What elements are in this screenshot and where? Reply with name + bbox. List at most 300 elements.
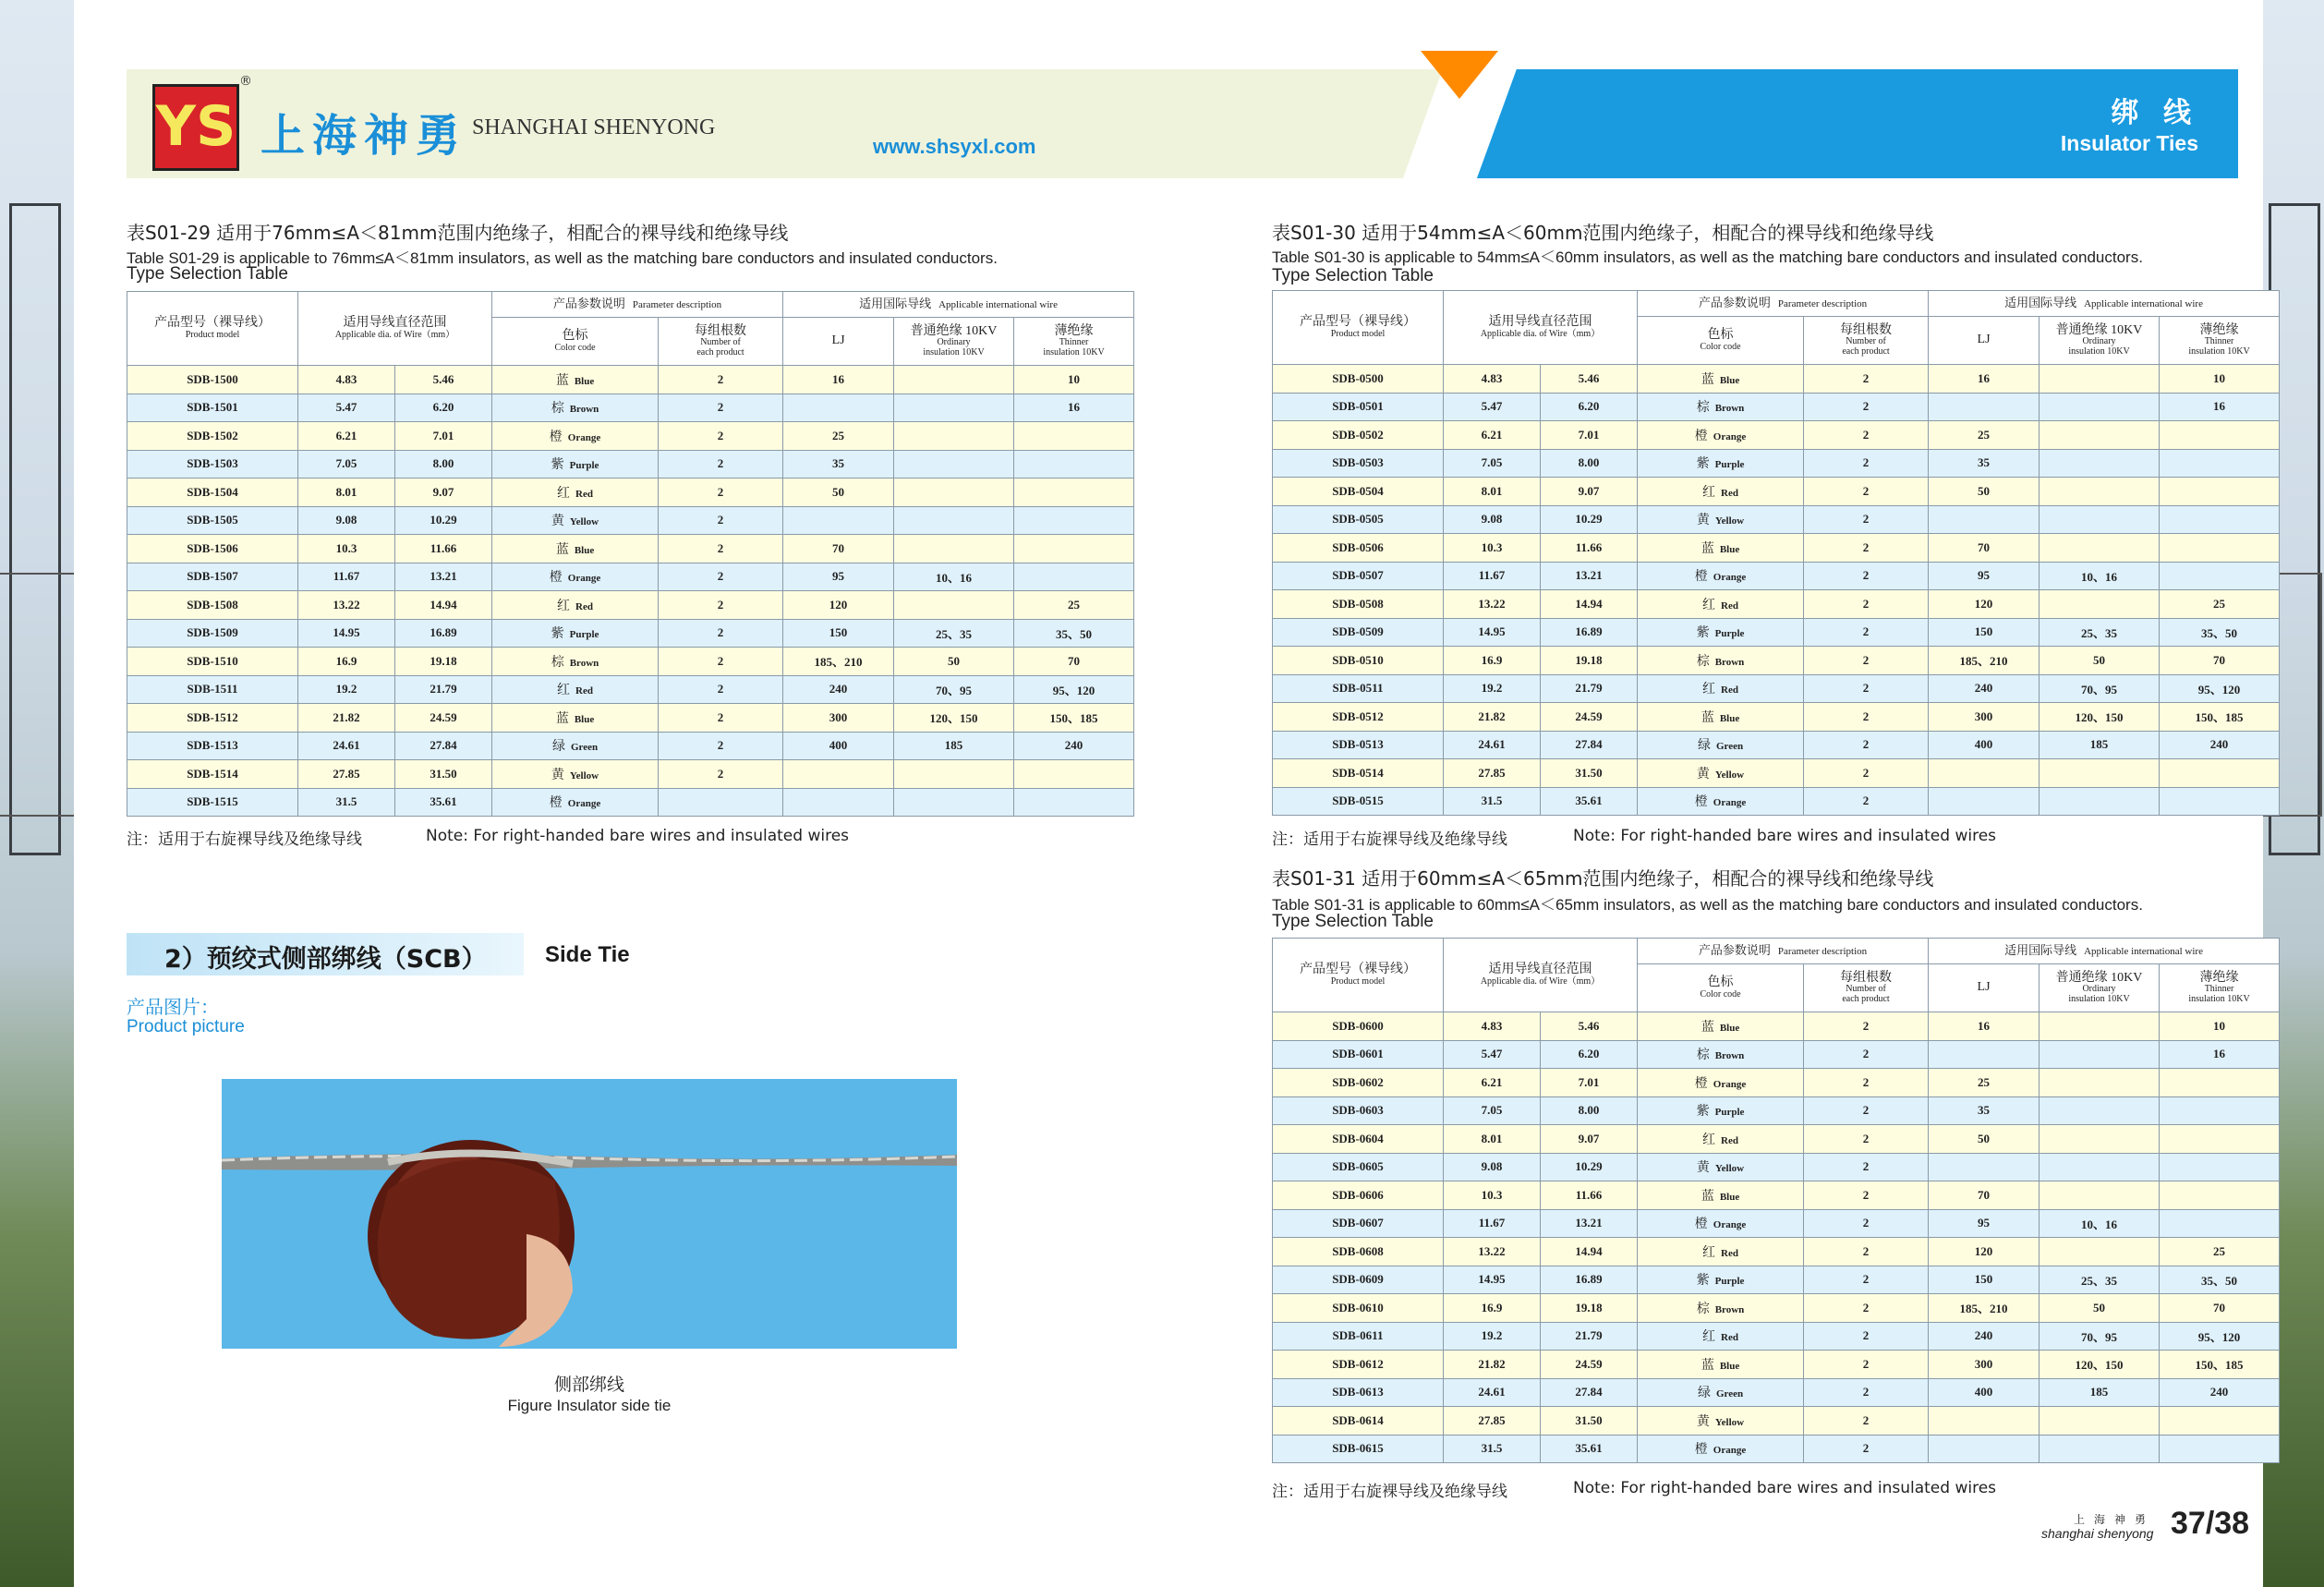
cell-lj: 240 bbox=[1929, 674, 2040, 703]
cell-color bbox=[492, 591, 659, 620]
table-row bbox=[1273, 674, 2280, 703]
cell-dia-max: 5.46 bbox=[395, 366, 492, 394]
cell-color bbox=[1638, 1238, 1804, 1266]
cell-model: SDB-0509 bbox=[1273, 618, 1444, 647]
cell-dia-min: 6.21 bbox=[1444, 1069, 1541, 1097]
cell-dia-max: 24.59 bbox=[1541, 703, 1638, 732]
cell-lj: 300 bbox=[1929, 1351, 2040, 1379]
color-en: Purple bbox=[569, 460, 599, 472]
header-text: Color code bbox=[554, 342, 596, 353]
cell-model: SDB-0505 bbox=[1273, 505, 1444, 534]
header-wire-diameter bbox=[1444, 939, 1638, 1012]
header-text: Parameter description bbox=[1777, 298, 1868, 310]
cell-lj bbox=[1929, 505, 2040, 534]
cell-color bbox=[492, 788, 659, 817]
cell-lj bbox=[1929, 759, 2040, 788]
cell-thinner bbox=[2160, 759, 2280, 788]
cell-count: 2 bbox=[659, 366, 783, 394]
cell-dia-min: 19.2 bbox=[1444, 674, 1541, 703]
cell-model: SDB-0508 bbox=[1273, 590, 1444, 619]
color-cn: 红 bbox=[1702, 683, 1716, 697]
header-thinner-insulation bbox=[1014, 318, 1134, 366]
color-en: Orange bbox=[1713, 1078, 1747, 1090]
header-color-code bbox=[1638, 317, 1804, 365]
table-row bbox=[1273, 1096, 2280, 1125]
cell-lj: 400 bbox=[783, 732, 894, 760]
cell-ordinary bbox=[2040, 365, 2160, 394]
website-link[interactable]: www.shsyxl.com bbox=[873, 135, 1036, 158]
cell-dia-max: 35.61 bbox=[1541, 787, 1638, 816]
cell-ordinary bbox=[2040, 1096, 2160, 1125]
color-cn: 绿 bbox=[551, 740, 565, 755]
insulator-side-tie-photo bbox=[222, 1079, 957, 1349]
cell-count: 2 bbox=[1804, 1238, 1929, 1266]
cell-thinner bbox=[2160, 1096, 2280, 1125]
cell-ordinary bbox=[2040, 1069, 2160, 1097]
cell-dia-max: 6.20 bbox=[1541, 393, 1638, 421]
cell-dia-min: 14.95 bbox=[1444, 618, 1541, 647]
cell-model: SDB-0601 bbox=[1273, 1040, 1444, 1069]
cell-count: 2 bbox=[659, 422, 783, 451]
header-text: Thinner bbox=[2204, 984, 2234, 995]
table-row bbox=[1273, 703, 2280, 732]
cell-thinner bbox=[2160, 1069, 2280, 1097]
cell-model: SDB-0602 bbox=[1273, 1069, 1444, 1097]
cell-thinner bbox=[1014, 479, 1134, 507]
cell-dia-max: 6.20 bbox=[395, 394, 492, 422]
cell-dia-min: 7.05 bbox=[1444, 449, 1541, 478]
cell-lj: 25 bbox=[1929, 1069, 2040, 1097]
cell-thinner: 35、50 bbox=[2160, 618, 2280, 647]
cell-dia-min: 27.85 bbox=[1444, 759, 1541, 788]
header-text: 产品参数说明 bbox=[1698, 943, 1771, 958]
cell-dia-max: 10.29 bbox=[1541, 1153, 1638, 1181]
cell-lj: 95 bbox=[1929, 1209, 2040, 1238]
color-cn: 蓝 bbox=[1701, 1189, 1714, 1204]
cell-count: 2 bbox=[1804, 1209, 1929, 1238]
cell-thinner bbox=[1014, 563, 1134, 591]
color-en: Orange bbox=[1713, 572, 1747, 584]
header-text: 薄绝缘 bbox=[1054, 323, 1094, 338]
cell-thinner: 95、120 bbox=[1014, 675, 1134, 704]
cell-thinner: 35、50 bbox=[2160, 1266, 2280, 1294]
cell-count: 2 bbox=[1804, 1012, 1929, 1041]
cell-ordinary: 185 bbox=[894, 732, 1014, 760]
cell-thinner bbox=[2160, 421, 2280, 450]
section-title-en: Side Tie bbox=[545, 942, 630, 967]
cell-color bbox=[492, 675, 659, 704]
cell-thinner: 25 bbox=[2160, 590, 2280, 619]
color-en: Brown bbox=[569, 404, 599, 416]
cell-thinner: 25 bbox=[2160, 1238, 2280, 1266]
table-row bbox=[1273, 1012, 2280, 1041]
cell-dia-max: 27.84 bbox=[395, 732, 492, 760]
color-en: Red bbox=[1721, 684, 1738, 697]
color-en: Green bbox=[570, 742, 599, 754]
cell-dia-max: 19.18 bbox=[1541, 1294, 1638, 1323]
header-text: Product model bbox=[1330, 975, 1386, 987]
cell-lj: 300 bbox=[783, 704, 894, 733]
cell-count: 2 bbox=[1804, 449, 1929, 478]
color-cn: 紫 bbox=[551, 627, 564, 642]
color-en: Orange bbox=[1713, 1219, 1747, 1231]
cell-model: SDB-0513 bbox=[1273, 731, 1444, 759]
color-en: Red bbox=[575, 685, 593, 697]
table-row bbox=[1273, 1294, 2280, 1323]
cell-thinner: 10 bbox=[2160, 1012, 2280, 1041]
cell-color bbox=[492, 563, 659, 591]
cell-lj: 150 bbox=[1929, 1266, 2040, 1294]
cell-ordinary: 25、35 bbox=[894, 619, 1014, 648]
cell-ordinary: 120、150 bbox=[894, 704, 1014, 733]
cell-ordinary: 70、95 bbox=[2040, 674, 2160, 703]
cell-ordinary bbox=[894, 591, 1014, 620]
cell-lj: 50 bbox=[783, 479, 894, 507]
cell-color bbox=[1638, 562, 1804, 590]
color-cn: 蓝 bbox=[555, 373, 569, 388]
cell-dia-max: 14.94 bbox=[395, 591, 492, 620]
table-note-cn: 注：适用于右旋裸导线及绝缘导线 bbox=[1272, 1483, 1507, 1501]
cell-count: 2 bbox=[1804, 421, 1929, 450]
table-caption-cn: 表S01-31 适用于60mm≤A＜65mm范围内绝缘子，相配合的裸导线和绝缘导线 bbox=[1272, 867, 1934, 890]
color-cn: 红 bbox=[1702, 1245, 1716, 1260]
color-cn: 橙 bbox=[549, 796, 563, 811]
cell-ordinary bbox=[2040, 759, 2160, 788]
table-note-cn: 注：适用于右旋裸导线及绝缘导线 bbox=[127, 830, 362, 849]
cell-thinner: 16 bbox=[2160, 1040, 2280, 1069]
header-ordinary-insulation bbox=[2040, 317, 2160, 365]
cell-dia-min: 24.61 bbox=[298, 732, 395, 760]
color-en: Blue bbox=[574, 713, 595, 725]
color-en: Purple bbox=[1714, 459, 1745, 471]
cell-count: 2 bbox=[659, 732, 783, 760]
cell-dia-max: 35.61 bbox=[1541, 1435, 1638, 1463]
cell-lj: 240 bbox=[783, 675, 894, 704]
cell-thinner bbox=[1014, 506, 1134, 535]
cell-dia-min: 10.3 bbox=[1444, 1181, 1541, 1210]
color-en: Purple bbox=[569, 629, 599, 641]
cell-lj bbox=[1929, 1153, 2040, 1181]
header-text: insulation 10KV bbox=[2188, 345, 2250, 357]
header-text: Ordinary bbox=[2082, 984, 2116, 995]
cell-ordinary: 10、16 bbox=[894, 563, 1014, 591]
cell-thinner: 70 bbox=[2160, 1294, 2280, 1323]
cell-ordinary bbox=[2040, 1012, 2160, 1041]
cell-dia-min: 13.22 bbox=[1444, 590, 1541, 619]
color-cn: 绿 bbox=[1697, 739, 1711, 754]
cell-dia-max: 9.07 bbox=[395, 479, 492, 507]
color-cn: 黄 bbox=[1696, 1161, 1710, 1176]
header-text: Applicable international wire bbox=[938, 299, 1058, 311]
section-title: 2）预绞式侧部绑线（SCB） bbox=[164, 945, 487, 974]
header-text: Applicable dia. of Wire（mm） bbox=[1480, 975, 1601, 987]
cell-model: SDB-0615 bbox=[1273, 1435, 1444, 1463]
cell-model: SDB-0507 bbox=[1273, 562, 1444, 590]
cell-thinner: 150、185 bbox=[2160, 703, 2280, 732]
header-text: Applicable international wire bbox=[2084, 298, 2203, 310]
cell-ordinary: 70、95 bbox=[894, 675, 1014, 704]
cell-model: SDB-0503 bbox=[1273, 449, 1444, 478]
cell-dia-max: 24.59 bbox=[395, 704, 492, 733]
color-cn: 橙 bbox=[1694, 795, 1708, 810]
cell-ordinary bbox=[2040, 421, 2160, 450]
color-cn: 橙 bbox=[1694, 429, 1708, 443]
cell-ordinary bbox=[2040, 393, 2160, 421]
cell-lj: 240 bbox=[1929, 1322, 2040, 1351]
header-product-model bbox=[1273, 291, 1444, 365]
cell-color bbox=[1638, 1181, 1804, 1210]
table-row bbox=[1273, 562, 2280, 590]
cell-lj: 16 bbox=[1929, 365, 2040, 394]
cell-dia-min: 27.85 bbox=[1444, 1407, 1541, 1436]
cell-dia-max: 7.01 bbox=[1541, 1069, 1638, 1097]
color-cn: 黄 bbox=[551, 768, 564, 782]
cell-count: 2 bbox=[1804, 534, 1929, 563]
cell-lj bbox=[783, 394, 894, 422]
header-count bbox=[1804, 317, 1929, 365]
color-en: Green bbox=[1715, 1388, 1744, 1400]
company-logo: YS bbox=[152, 84, 239, 171]
cell-dia-min: 11.67 bbox=[1444, 1209, 1541, 1238]
color-cn: 棕 bbox=[1696, 401, 1710, 416]
color-en: Red bbox=[1721, 487, 1738, 499]
cell-ordinary bbox=[894, 422, 1014, 451]
header-text: 适用导线直径范围 bbox=[1488, 962, 1592, 976]
cell-lj: 25 bbox=[783, 422, 894, 451]
color-en: Blue bbox=[1719, 1191, 1740, 1203]
table-note-en: Note: For right-handed bare wires and insulated wires bbox=[1573, 827, 1997, 845]
table-caption-type: Type Selection Table bbox=[1272, 912, 1434, 931]
header-text: LJ bbox=[1977, 333, 1991, 347]
color-cn: 棕 bbox=[551, 402, 564, 417]
color-cn: 红 bbox=[557, 684, 571, 698]
color-en: Purple bbox=[1714, 628, 1745, 640]
header-count bbox=[659, 318, 783, 366]
cell-color bbox=[1638, 1125, 1804, 1154]
table-row bbox=[127, 450, 1134, 479]
header-text: 适用导线直径范围 bbox=[1488, 314, 1592, 329]
cell-color bbox=[1638, 618, 1804, 647]
cell-color bbox=[492, 366, 659, 394]
cell-ordinary bbox=[2040, 1238, 2160, 1266]
header-text: 色标 bbox=[1707, 975, 1734, 989]
table-row bbox=[1273, 731, 2280, 759]
cell-ordinary: 10、16 bbox=[2040, 1209, 2160, 1238]
header-text: 产品型号（裸导线） bbox=[1300, 962, 1416, 976]
cell-lj: 35 bbox=[1929, 1096, 2040, 1125]
table-row bbox=[127, 760, 1134, 789]
color-cn: 橙 bbox=[1694, 1218, 1708, 1232]
cell-color bbox=[1638, 731, 1804, 759]
cell-dia-min: 6.21 bbox=[298, 422, 395, 451]
color-cn: 紫 bbox=[1696, 1274, 1710, 1289]
cell-ordinary bbox=[894, 535, 1014, 563]
cell-lj bbox=[1929, 393, 2040, 421]
cell-count: 2 bbox=[1804, 1294, 1929, 1323]
cell-model: SDB-1509 bbox=[127, 619, 298, 648]
cell-lj bbox=[783, 760, 894, 789]
header-text: Applicable international wire bbox=[2084, 946, 2203, 958]
cell-ordinary: 120、150 bbox=[2040, 1351, 2160, 1379]
cell-ordinary bbox=[2040, 534, 2160, 563]
cell-ordinary bbox=[894, 760, 1014, 789]
cell-ordinary bbox=[2040, 1153, 2160, 1181]
cell-dia-min: 24.61 bbox=[1444, 731, 1541, 759]
cell-thinner: 10 bbox=[1014, 366, 1134, 394]
table-row bbox=[1273, 618, 2280, 647]
header-text: Ordinary bbox=[937, 337, 971, 348]
table-row bbox=[127, 732, 1134, 760]
color-cn: 橙 bbox=[1694, 570, 1708, 585]
table-row bbox=[1273, 365, 2280, 394]
cell-model: SDB-1506 bbox=[127, 535, 298, 563]
cell-dia-min: 4.83 bbox=[298, 366, 395, 394]
cell-count: 2 bbox=[659, 450, 783, 479]
color-cn: 黄 bbox=[1696, 1414, 1710, 1429]
cell-model: SDB-1507 bbox=[127, 563, 298, 591]
cell-model: SDB-0608 bbox=[1273, 1238, 1444, 1266]
cell-dia-min: 8.01 bbox=[298, 479, 395, 507]
cell-model: SDB-1505 bbox=[127, 506, 298, 535]
cell-thinner: 150、185 bbox=[1014, 704, 1134, 733]
cell-count: 2 bbox=[1804, 618, 1929, 647]
color-cn: 蓝 bbox=[555, 711, 569, 726]
cell-model: SDB-0605 bbox=[1273, 1153, 1444, 1181]
orange-triangle-marker bbox=[1421, 51, 1498, 99]
cell-lj bbox=[1929, 1040, 2040, 1069]
cell-color bbox=[492, 619, 659, 648]
header-parameter-description bbox=[1638, 291, 1929, 317]
color-en: Yellow bbox=[1714, 515, 1745, 527]
figure-caption-en: Figure Insulator side tie bbox=[507, 1397, 672, 1414]
cell-dia-min: 13.22 bbox=[1444, 1238, 1541, 1266]
cell-color bbox=[1638, 787, 1804, 816]
table-note-en: Note: For right-handed bare wires and insulated wires bbox=[1573, 1479, 1997, 1497]
cell-dia-min: 27.85 bbox=[298, 760, 395, 789]
cell-lj: 50 bbox=[1929, 1125, 2040, 1154]
cell-dia-min: 7.05 bbox=[1444, 1096, 1541, 1125]
cell-count: 2 bbox=[1804, 562, 1929, 590]
insulator-side-tie-illustration bbox=[222, 1079, 957, 1349]
table-row bbox=[127, 563, 1134, 591]
cell-dia-min: 16.9 bbox=[1444, 1294, 1541, 1323]
cell-thinner: 240 bbox=[2160, 731, 2280, 759]
table-row bbox=[1273, 393, 2280, 421]
header-lj bbox=[783, 318, 894, 366]
cell-dia-max: 11.66 bbox=[1541, 1181, 1638, 1210]
cell-ordinary: 50 bbox=[894, 648, 1014, 676]
color-cn: 蓝 bbox=[1701, 710, 1714, 725]
header-text: insulation 10KV bbox=[1043, 346, 1105, 357]
header-count bbox=[1804, 964, 1929, 1012]
cell-dia-min: 11.67 bbox=[298, 563, 395, 591]
cell-color bbox=[1638, 1040, 1804, 1069]
header-text: Applicable dia. of Wire（mm） bbox=[1480, 328, 1601, 339]
cell-thinner: 240 bbox=[2160, 1378, 2280, 1407]
cell-lj: 35 bbox=[1929, 449, 2040, 478]
color-en: Red bbox=[575, 600, 593, 612]
header-text: 适用国际导线 bbox=[2004, 943, 2077, 958]
cell-dia-min: 8.01 bbox=[1444, 1125, 1541, 1154]
color-en: Red bbox=[575, 488, 593, 500]
header-text: 普通绝缘 10KV bbox=[2055, 970, 2143, 985]
color-cn: 蓝 bbox=[1701, 541, 1714, 556]
cell-dia-min: 11.67 bbox=[1444, 562, 1541, 590]
cell-lj bbox=[1929, 787, 2040, 816]
cell-model: SDB-0610 bbox=[1273, 1294, 1444, 1323]
cell-color bbox=[1638, 505, 1804, 534]
cell-model: SDB-0603 bbox=[1273, 1096, 1444, 1125]
cell-count: 2 bbox=[1804, 674, 1929, 703]
cell-model: SDB-0512 bbox=[1273, 703, 1444, 732]
header-parameter-description bbox=[492, 292, 783, 318]
color-en: Brown bbox=[569, 657, 599, 669]
cell-dia-min: 9.08 bbox=[1444, 505, 1541, 534]
cell-dia-min: 6.21 bbox=[1444, 421, 1541, 450]
cell-ordinary bbox=[2040, 787, 2160, 816]
cell-thinner bbox=[1014, 450, 1134, 479]
cell-model: SDB-0611 bbox=[1273, 1322, 1444, 1351]
cell-color bbox=[1638, 365, 1804, 394]
cell-dia-max: 31.50 bbox=[395, 760, 492, 789]
cell-ordinary bbox=[2040, 449, 2160, 478]
cell-model: SDB-1515 bbox=[127, 788, 298, 817]
header-color-code bbox=[492, 318, 659, 366]
cell-count: 2 bbox=[659, 535, 783, 563]
color-cn: 绿 bbox=[1697, 1387, 1711, 1401]
header-text: 每组根数 bbox=[695, 323, 747, 338]
header-wire-diameter bbox=[1444, 291, 1638, 365]
cell-ordinary bbox=[2040, 478, 2160, 506]
cell-color bbox=[1638, 1322, 1804, 1351]
color-en: Yellow bbox=[1714, 1416, 1745, 1428]
header-text: 每组根数 bbox=[1840, 322, 1893, 337]
header-product-model bbox=[1273, 939, 1444, 1012]
cell-dia-min: 4.83 bbox=[1444, 365, 1541, 394]
cell-thinner: 70 bbox=[1014, 648, 1134, 676]
cell-color bbox=[1638, 1435, 1804, 1463]
cell-count: 2 bbox=[659, 760, 783, 789]
cell-dia-min: 21.82 bbox=[1444, 1351, 1541, 1379]
color-en: Orange bbox=[1713, 797, 1747, 809]
cell-thinner bbox=[1014, 535, 1134, 563]
table-row bbox=[127, 506, 1134, 535]
cell-ordinary: 50 bbox=[2040, 1294, 2160, 1323]
cell-color bbox=[1638, 674, 1804, 703]
table-caption-en: Table S01-31 is applicable to 60mm≤A＜65mm insulators, as well as the matching bare conductors and insulated conductors. bbox=[1272, 896, 2143, 914]
cell-count: 2 bbox=[1804, 478, 1929, 506]
cell-model: SDB-1503 bbox=[127, 450, 298, 479]
cell-dia-max: 14.94 bbox=[1541, 590, 1638, 619]
header-text: 色标 bbox=[1707, 327, 1734, 342]
cell-color bbox=[1638, 759, 1804, 788]
cell-dia-min: 16.9 bbox=[298, 648, 395, 676]
cell-lj: 70 bbox=[1929, 534, 2040, 563]
table-row bbox=[1273, 787, 2280, 816]
table-row bbox=[1273, 1378, 2280, 1407]
cell-model: SDB-0606 bbox=[1273, 1181, 1444, 1210]
cell-dia-min: 31.5 bbox=[298, 788, 395, 817]
footer-brand-en: shanghai shenyong bbox=[2041, 1526, 2154, 1541]
cell-thinner: 16 bbox=[2160, 393, 2280, 421]
cell-model: SDB-0604 bbox=[1273, 1125, 1444, 1154]
cell-dia-min: 31.5 bbox=[1444, 787, 1541, 816]
cell-lj: 185、210 bbox=[1929, 1294, 2040, 1323]
cell-dia-min: 14.95 bbox=[298, 619, 395, 648]
type-selection-table-s01-30 bbox=[1272, 290, 2280, 816]
cell-model: SDB-0612 bbox=[1273, 1351, 1444, 1379]
cell-color bbox=[1638, 1069, 1804, 1097]
